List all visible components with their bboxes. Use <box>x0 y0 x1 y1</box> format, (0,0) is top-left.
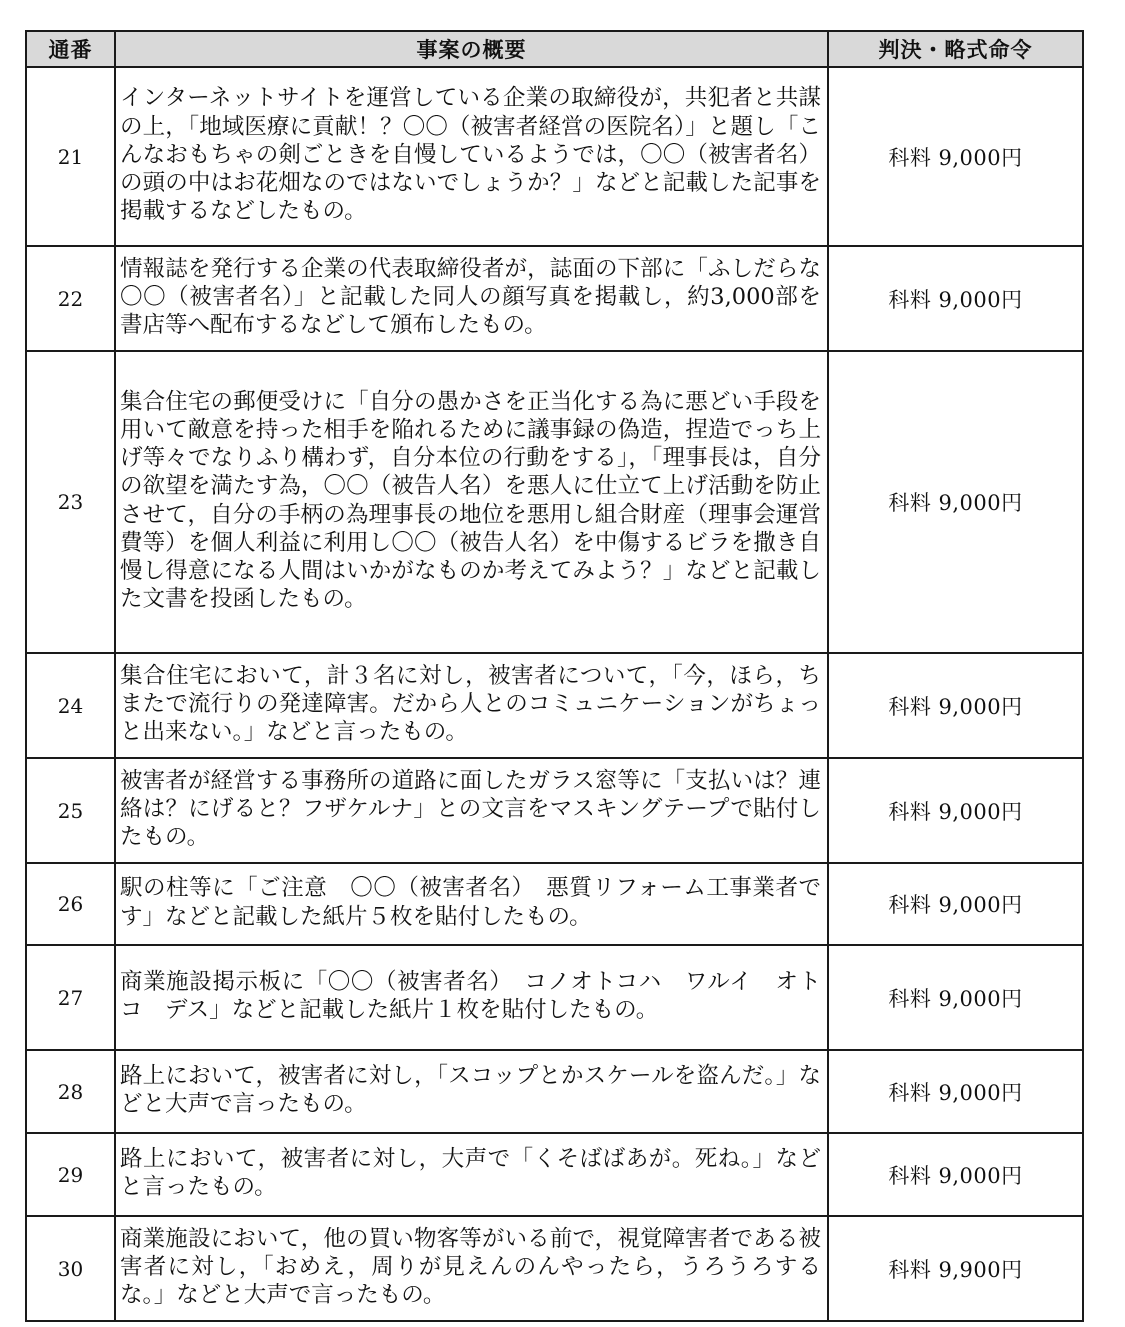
serial-number-cell: 29 <box>26 1133 115 1216</box>
case-summary-cell: 集合住宅において，計３名に対し，被害者について，「今，ほら，ちまたで流行りの発達障害。だから人とのコミュニケーションがちょっと出来ない。」などと言ったもの。 <box>115 653 828 758</box>
table-header-row <box>26 31 1083 67</box>
case-summary-cell: 情報誌を発行する企業の代表取締役者が，誌面の下部に「ふしだらな〇〇（被害者名）」と記載した同人の顔写真を掲載し，約3,000部を書店等へ配布するなどして頒布したもの。 <box>115 246 828 351</box>
case-summary-cell: 路上において，被害者に対し，大声で「くそばばあが。死ね。」などと言ったもの。 <box>115 1133 828 1216</box>
verdict-cell: 科料 9,000円 <box>828 758 1083 863</box>
verdict-cell: 科料 9,000円 <box>828 1133 1083 1216</box>
serial-number-cell: 24 <box>26 653 115 758</box>
verdict-cell: 科料 9,000円 <box>828 1050 1083 1133</box>
serial-number-cell: 26 <box>26 863 115 945</box>
verdict-cell: 科料 9,900円 <box>828 1216 1083 1321</box>
serial-number-cell: 28 <box>26 1050 115 1133</box>
case-summary-cell: 集合住宅の郵便受けに「自分の愚かさを正当化する為に悪どい手段を用いて敵意を持った相手を陥れるために議事録の偽造，捏造でっち上げ等々でなりふり構わず，自分本位の行動をする」，「理事長は，自分の欲望を満たす為，〇〇（被告人名）を悪人に仕立て上げ活動を防止させて，自分の手柄の為理事長の地位を悪用し組合財産（理事会運営費等）を個人利益に利用し〇〇（被告人名）を中傷するビラを撒き自慢し得意になる人間はいかがなものか考えてみよう？」などと記載した文書を投函したもの。 <box>115 351 828 653</box>
verdict-cell: 科料 9,000円 <box>828 863 1083 945</box>
header-verdict: 判決・略式命令 <box>828 31 1083 67</box>
case-summary-cell: 駅の柱等に「ご注意 〇〇（被害者名） 悪質リフォーム工事業者です」などと記載した紙片５枚を貼付したもの。 <box>115 863 828 945</box>
verdict-cell: 科料 9,000円 <box>828 246 1083 351</box>
header-serial-number: 通番 <box>26 31 115 67</box>
serial-number-cell: 22 <box>26 246 115 351</box>
verdict-cell: 科料 9,000円 <box>828 67 1083 246</box>
verdict-cell: 科料 9,000円 <box>828 351 1083 653</box>
serial-number-cell: 23 <box>26 351 115 653</box>
case-summary-cell: インターネットサイトを運営している企業の取締役が，共犯者と共謀の上，「地域医療に貢献！？〇〇（被害者経営の医院名）」と題し「こんなおもちゃの剣ごときを自慢しているようでは，〇〇（被害者名）の頭の中はお花畑なのではないでしょうか？」などと記載した記事を掲載するなどしたもの。 <box>115 67 828 246</box>
table-row <box>26 246 1083 351</box>
table-row <box>26 1216 1083 1321</box>
table-row <box>26 67 1083 246</box>
table-row <box>26 351 1083 653</box>
table-row <box>26 863 1083 945</box>
verdict-cell: 科料 9,000円 <box>828 653 1083 758</box>
case-summary-cell: 商業施設において，他の買い物客等がいる前で，視覚障害者である被害者に対し，「おめえ，周りが見えんのんやったら，うろうろするな。」などと大声で言ったもの。 <box>115 1216 828 1321</box>
table-row <box>26 758 1083 863</box>
case-table <box>25 30 1084 1322</box>
header-case-summary: 事案の概要 <box>115 31 828 67</box>
case-summary-cell: 被害者が経営する事務所の道路に面したガラス窓等に「支払いは？連絡は？にげると？フザケルナ」との文言をマスキングテープで貼付したもの。 <box>115 758 828 863</box>
case-summary-cell: 路上において，被害者に対し，「スコップとかスケールを盗んだ。」などと大声で言ったもの。 <box>115 1050 828 1133</box>
serial-number-cell: 21 <box>26 67 115 246</box>
table-row <box>26 1050 1083 1133</box>
verdict-cell: 科料 9,000円 <box>828 945 1083 1050</box>
table-row <box>26 653 1083 758</box>
table-row <box>26 945 1083 1050</box>
serial-number-cell: 30 <box>26 1216 115 1321</box>
serial-number-cell: 25 <box>26 758 115 863</box>
table-row <box>26 1133 1083 1216</box>
case-summary-cell: 商業施設掲示板に「〇〇（被害者名） コノオトコハ ワルイ オトコ デス」などと記載した紙片１枚を貼付したもの。 <box>115 945 828 1050</box>
serial-number-cell: 27 <box>26 945 115 1050</box>
